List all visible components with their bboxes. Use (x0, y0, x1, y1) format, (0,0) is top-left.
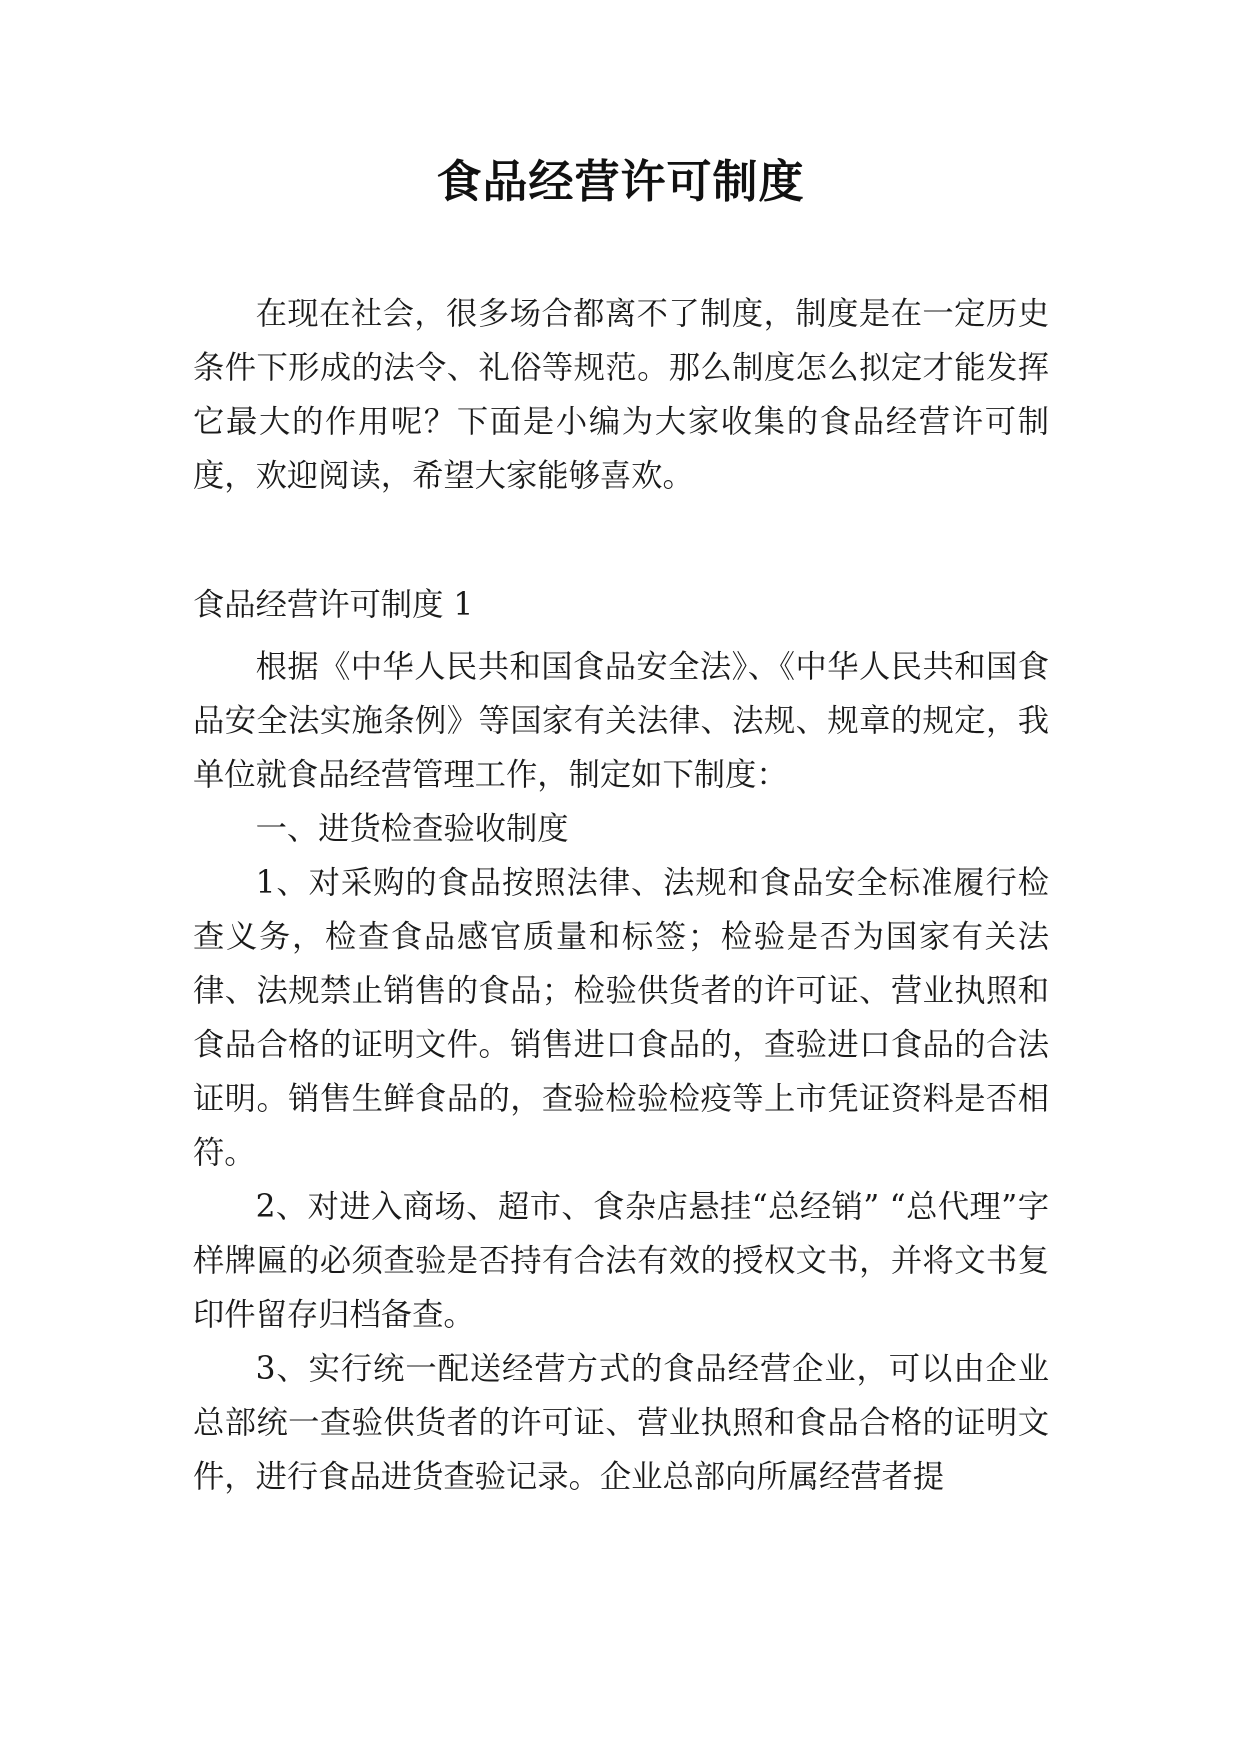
paragraph-item-3: 3、实行统一配送经营方式的食品经营企业，可以由企业总部统一查验供货者的许可证、营业执照和食品合格的证明文件，进行食品进货查验记录。企业总部向所属经营者提 (193, 1351, 1049, 1495)
paragraph-item-2: 2、对进入商场、超市、食杂店悬挂“总经销” “总代理”字样牌匾的必须查验是否持有合法有效的授权文书，并将文书复印件留存归档备查。 (193, 1189, 1049, 1333)
intro-paragraph: 在现在社会，很多场合都离不了制度，制度是在一定历史条件下形成的法令、礼俗等规范。那么制度怎么拟定才能发挥它最大的作用呢？下面是小编为大家收集的食品经营许可制度，欢迎阅读，希望大家能够喜欢。 (193, 296, 1049, 494)
subheading-inspection-system: 一、进货检查验收制度 (255, 811, 569, 847)
section-1 (193, 578, 1049, 1504)
paragraph-item-1: 1、对采购的食品按照法律、法规和食品安全标准履行检查义务，检查食品感官质量和标签；检验是否为国家有关法律、法规禁止销售的食品；检验供货者的许可证、营业执照和食品合格的证明文件。销售进口食品的，查验进口食品的合法证明。销售生鲜食品的，查验检验检疫等上市凭证资料是否相符。 (193, 865, 1049, 1171)
section-heading: 食品经营许可制度 1 (193, 587, 474, 623)
paragraph-legal-basis: 根据《中华人民共和国食品安全法》、《中华人民共和国食品安全法实施条例》等国家有关法律、法规、规章的规定，我单位就食品经营管理工作，制定如下制度： (193, 649, 1049, 793)
document-title: 食品经营许可制度 (436, 155, 805, 208)
intro-block (193, 287, 1049, 503)
